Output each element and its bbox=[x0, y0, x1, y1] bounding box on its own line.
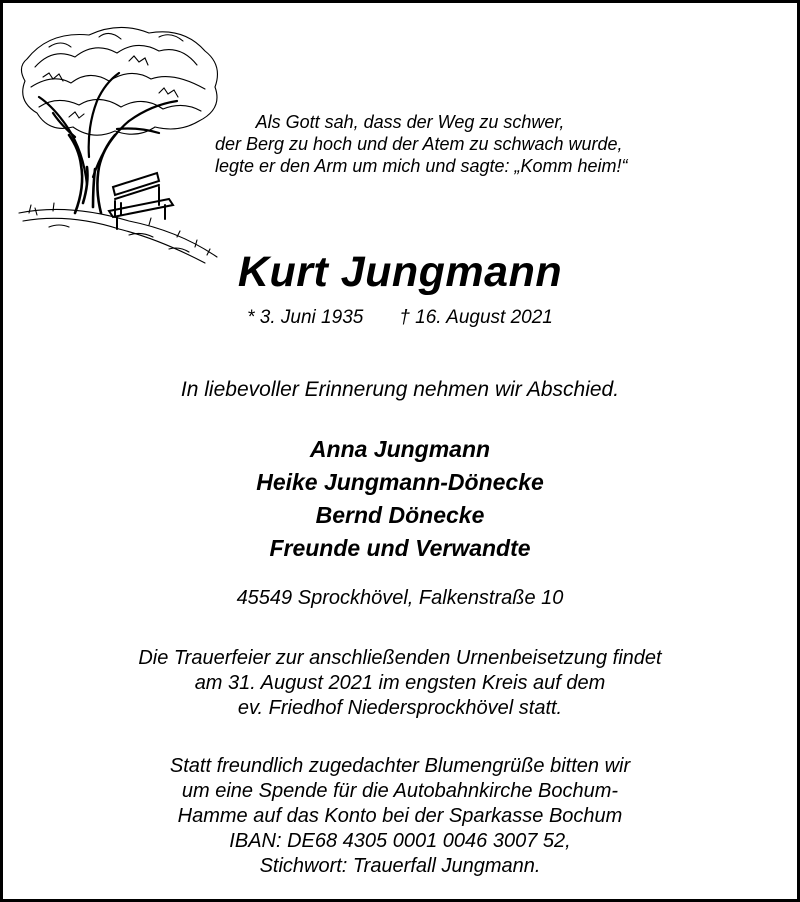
tree-with-bench-icon bbox=[9, 17, 231, 265]
funeral-line: ev. Friedhof Niedersprockhövel statt. bbox=[237, 697, 563, 719]
donation-line: um eine Spende für die Autobahnkirche Bochum- bbox=[181, 780, 619, 802]
donation-line: Hamme auf das Konto bei der Sparkasse Bochum bbox=[177, 805, 623, 827]
family-address: 45549 Sprockhövel, Falkenstraße 10 bbox=[236, 587, 564, 609]
death-date: † 16. August 2021 bbox=[399, 307, 553, 328]
donation-line: Statt freundlich zugedachter Blumengrüße bitten wir bbox=[169, 755, 631, 777]
mourner-name: Freunde und Verwandte bbox=[269, 535, 531, 561]
poem bbox=[215, 111, 628, 177]
mourners-list bbox=[3, 433, 797, 565]
funeral-line: Die Trauerfeier zur anschließenden Urnenbeisetzung findet bbox=[138, 647, 662, 669]
life-dates bbox=[3, 307, 797, 329]
mourner-name: Bernd Dönecke bbox=[315, 502, 485, 528]
poem-line: legte er den Arm um mich und sagte: „Komm heim!“ bbox=[215, 156, 628, 176]
birth-date: * 3. Juni 1935 bbox=[247, 307, 364, 328]
deceased-name: Kurt Jungmann bbox=[237, 248, 563, 296]
funeral-details bbox=[3, 646, 797, 721]
donation-request bbox=[3, 754, 797, 879]
funeral-line: am 31. August 2021 im engsten Kreis auf dem bbox=[194, 672, 606, 694]
donation-iban: IBAN: DE68 4305 0001 0046 3007 52, bbox=[229, 830, 571, 852]
donation-line: Stichwort: Trauerfall Jungmann. bbox=[259, 855, 541, 877]
poem-line: Als Gott sah, dass der Weg zu schwer, bbox=[255, 112, 565, 132]
poem-line: der Berg zu hoch und der Atem zu schwach wurde, bbox=[215, 134, 623, 154]
mourner-name: Heike Jungmann-Dönecke bbox=[256, 469, 544, 495]
mourner-name: Anna Jungmann bbox=[309, 436, 491, 462]
farewell-text: In liebevoller Erinnerung nehmen wir Abschied. bbox=[180, 378, 620, 401]
